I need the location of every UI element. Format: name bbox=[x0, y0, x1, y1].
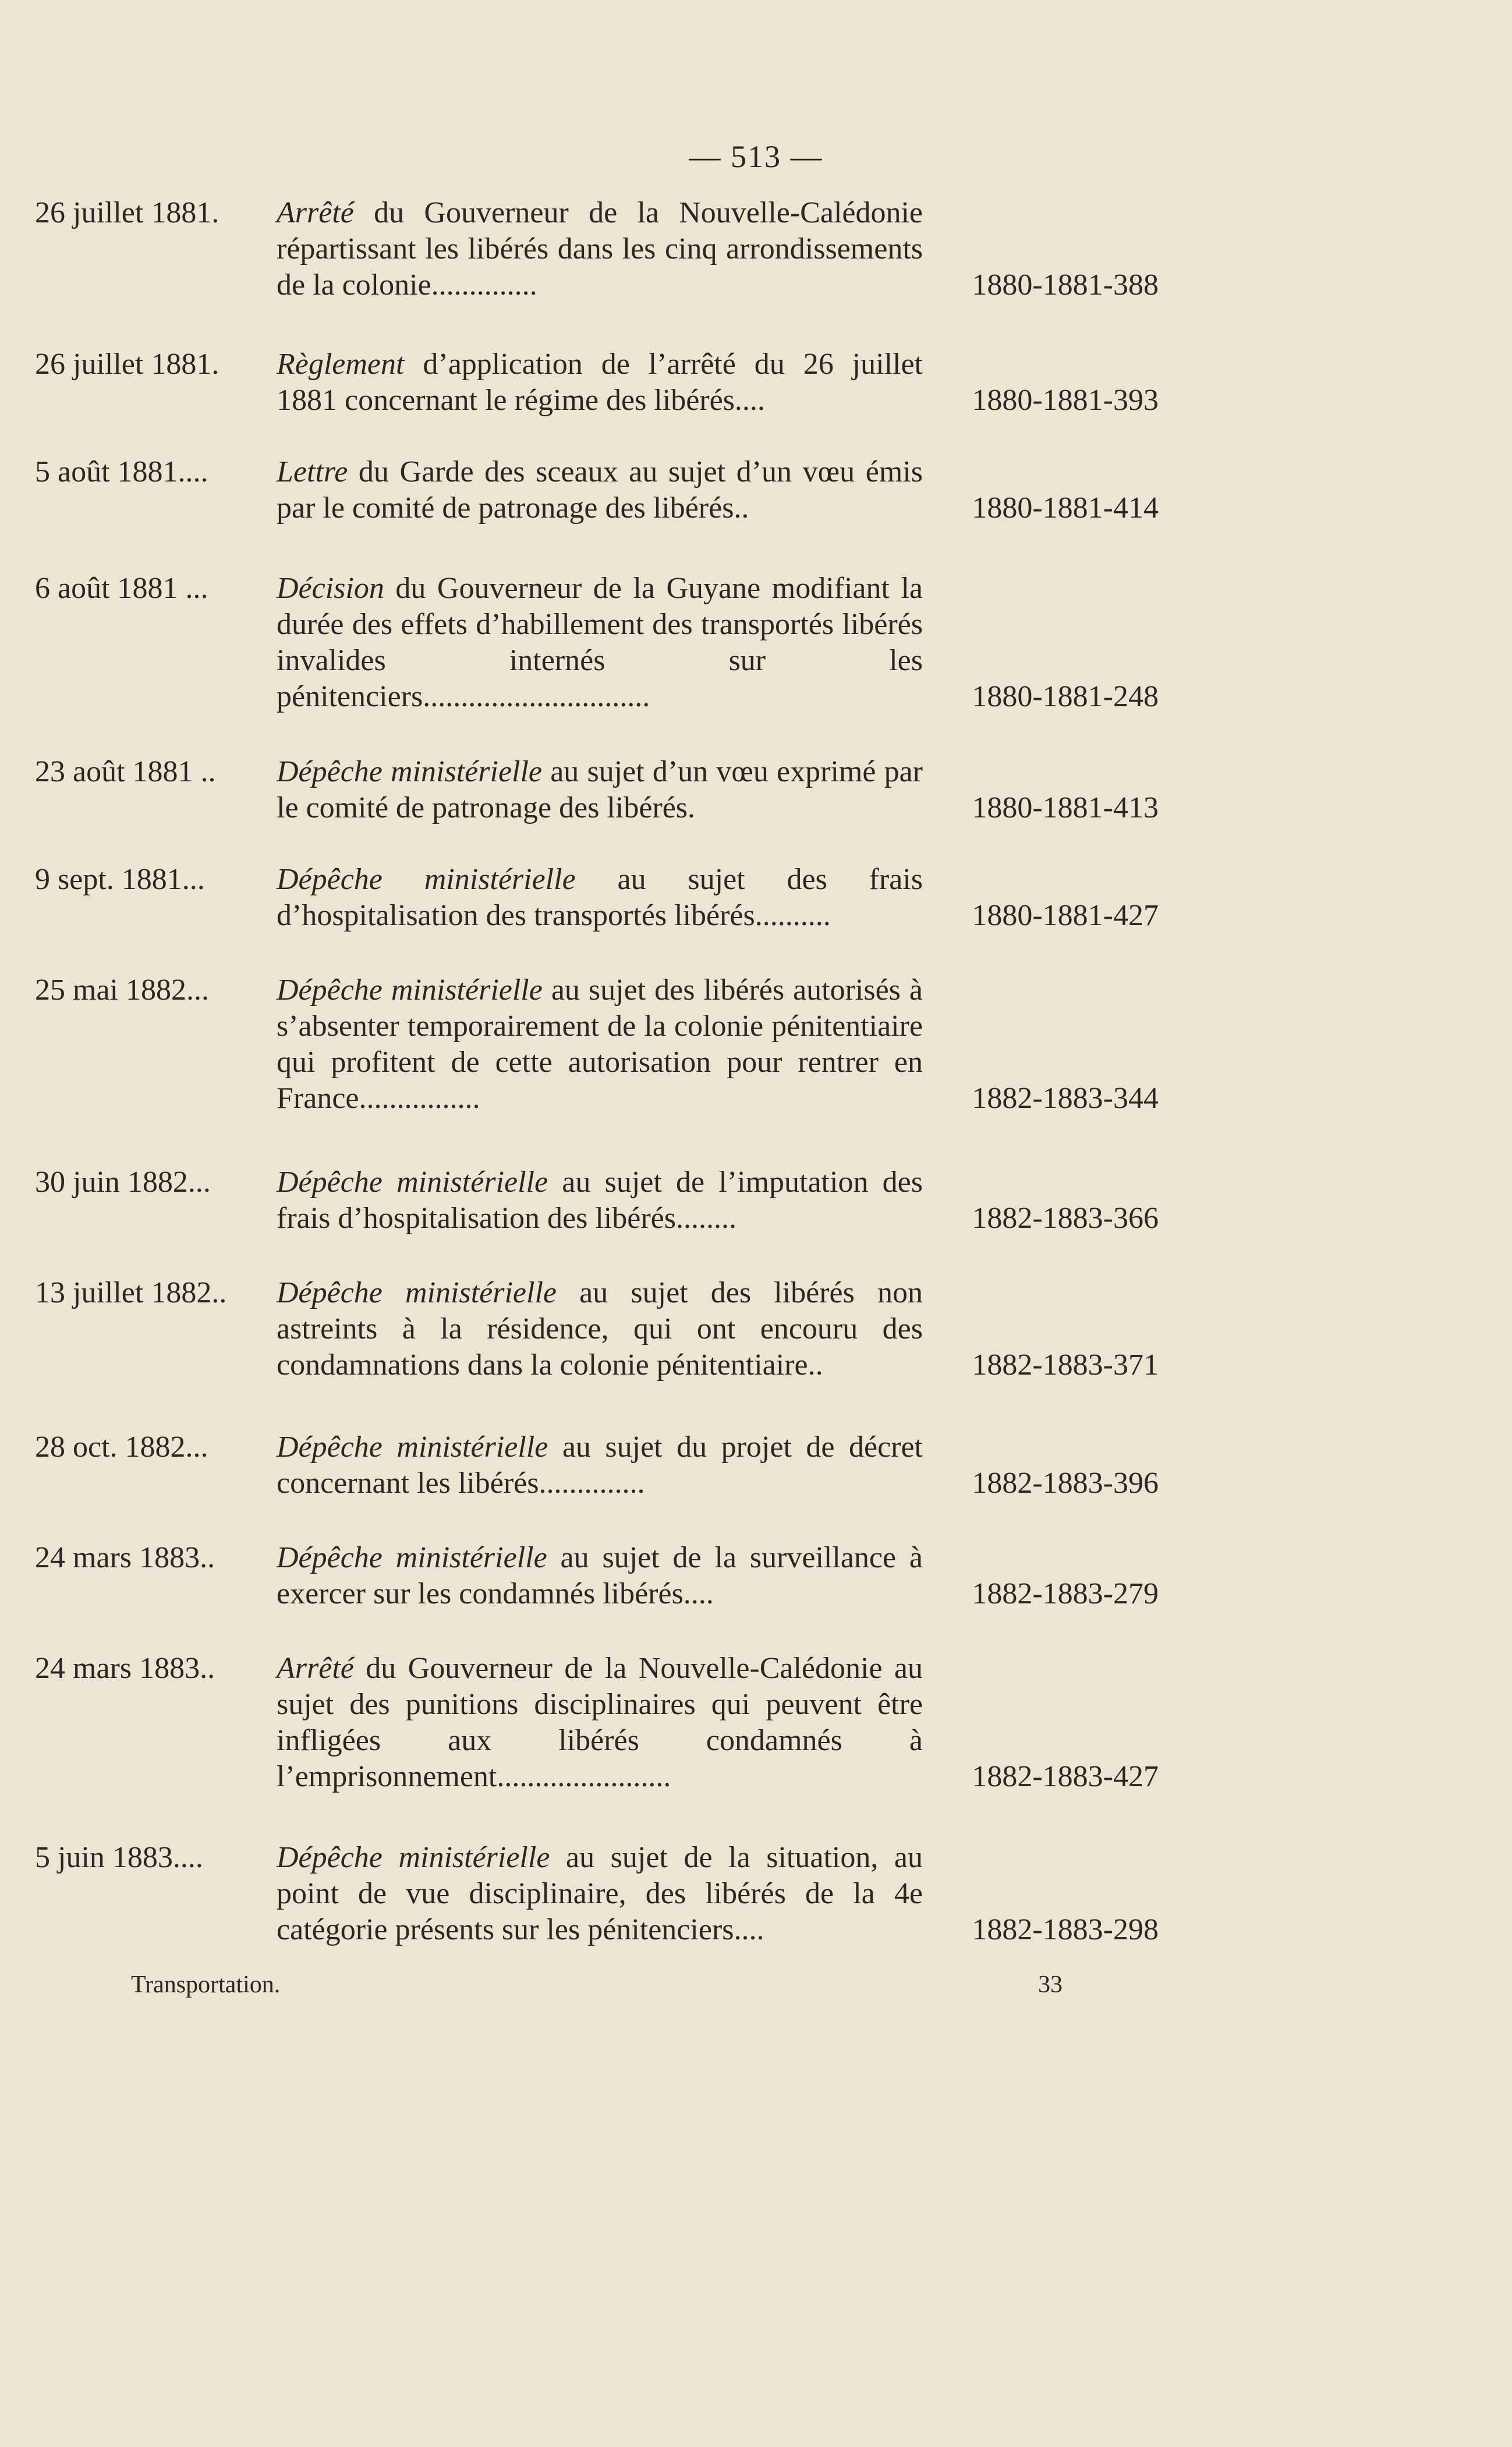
entry-date: 26 juillet 1881. bbox=[35, 196, 219, 229]
entry-date: 26 juillet 1881. bbox=[35, 348, 219, 381]
entry-text bbox=[277, 1540, 923, 1612]
entry-date: 9 sept. 1881... bbox=[35, 863, 205, 896]
entry-date: 6 août 1881 ... bbox=[35, 572, 208, 605]
entry-kind: Dépêche ministérielle bbox=[277, 1430, 548, 1464]
footer-title: Transportation. bbox=[131, 1971, 281, 1998]
entry-kind: Dépêche ministérielle bbox=[277, 1841, 550, 1874]
entry-description: au sujet des libérés non astreints à la résidence, qui ont encouru des condamnations dans la colonie pénitentiaire.. bbox=[277, 1276, 923, 1382]
entry-text bbox=[277, 862, 923, 934]
entry-kind: Lettre bbox=[277, 455, 348, 488]
entry-description: au sujet de la situation, au point de vue disciplinaire, des libérés de la 4e catégorie présents sur les pénitenciers.... bbox=[277, 1841, 923, 1946]
entry-description: d’application de l’arrêté du 26 juillet 1881 concernant le régime des libérés.... bbox=[277, 348, 923, 417]
entry-kind: Dépêche ministérielle bbox=[277, 1166, 548, 1199]
entry-kind: Décision bbox=[277, 572, 384, 605]
signature-mark: 33 bbox=[1038, 1971, 1063, 1998]
entry-text bbox=[277, 1275, 923, 1383]
entry-description: du Garde des sceaux au sujet d’un vœu émis par le comité de patronage des libérés.. bbox=[277, 455, 923, 525]
entry-description: au sujet de la surveillance à exercer sur les condamnés libérés.... bbox=[277, 1541, 923, 1610]
entry-date: 24 mars 1883.. bbox=[35, 1541, 215, 1574]
entry-description: au sujet de l’imputation des frais d’hospitalisation des libérés........ bbox=[277, 1166, 923, 1235]
entry-reference: 1880-1881-414 bbox=[972, 491, 1159, 525]
entry-text bbox=[277, 1651, 923, 1795]
entry-kind: Dépêche ministérielle bbox=[277, 973, 543, 1007]
entry-date: 24 mars 1883.. bbox=[35, 1652, 215, 1685]
entry-description: du Gouverneur de la Nouvelle-Calédonie au sujet des punitions disciplinaires qui peuvent être infligées aux libérés condamnés à l’emprisonnement....................... bbox=[277, 1652, 923, 1793]
entry-reference: 1880-1881-248 bbox=[972, 680, 1159, 713]
entry-kind: Dépêche ministérielle bbox=[277, 1541, 547, 1574]
entry-date: 5 août 1881.... bbox=[35, 455, 208, 488]
entry-reference: 1882-1883-366 bbox=[972, 1202, 1159, 1235]
entry-reference: 1882-1883-371 bbox=[972, 1348, 1159, 1382]
entry-text bbox=[277, 571, 923, 715]
entry-text bbox=[277, 195, 923, 303]
entry-reference: 1880-1881-388 bbox=[972, 268, 1159, 302]
page-footer bbox=[131, 1971, 1063, 1999]
entry-kind: Dépêche ministérielle bbox=[277, 755, 542, 788]
entry-reference: 1882-1883-427 bbox=[972, 1760, 1159, 1793]
entry-date: 23 août 1881 .. bbox=[35, 755, 216, 788]
entry-date: 30 juin 1882... bbox=[35, 1166, 211, 1199]
entry-kind: Dépêche ministérielle bbox=[277, 863, 576, 896]
entry-kind: Dépêche ministérielle bbox=[277, 1276, 557, 1309]
entry-description: au sujet des libérés autorisés à s’absenter temporairement de la colonie pénitentiaire qui profitent de cette autorisation pour rentrer en France................ bbox=[277, 973, 923, 1115]
entry-description: du Gouverneur de la Nouvelle-Calédonie répartissant les libérés dans les cinq arrondissements de la colonie.............. bbox=[277, 196, 923, 302]
entry-text bbox=[277, 754, 923, 826]
entry-text bbox=[277, 972, 923, 1117]
entry-kind: Arrêté bbox=[277, 1652, 354, 1685]
entry-description: au sujet du projet de décret concernant les libérés.............. bbox=[277, 1430, 923, 1500]
entry-text bbox=[277, 454, 923, 526]
entry-reference: 1880-1881-413 bbox=[972, 791, 1159, 824]
entry-text bbox=[277, 1164, 923, 1237]
entry-description: au sujet d’un vœu exprimé par le comité de patronage des libérés. bbox=[277, 755, 923, 824]
entry-date: 25 mai 1882... bbox=[35, 973, 209, 1007]
entry-kind: Règlement bbox=[277, 348, 405, 381]
entry-reference: 1882-1883-298 bbox=[972, 1913, 1159, 1946]
entry-text bbox=[277, 346, 923, 419]
entry-text bbox=[277, 1429, 923, 1502]
entry-date: 5 juin 1883.... bbox=[35, 1841, 203, 1874]
entry-reference: 1882-1883-279 bbox=[972, 1577, 1159, 1610]
entry-text bbox=[277, 1840, 923, 1948]
page-number: — 513 — bbox=[689, 139, 823, 174]
entry-reference: 1880-1881-393 bbox=[972, 384, 1159, 417]
entry-reference: 1882-1883-396 bbox=[972, 1467, 1159, 1500]
entry-date: 28 oct. 1882... bbox=[35, 1430, 208, 1464]
entry-description: au sujet des frais d’hospitalisation des transportés libérés.......... bbox=[277, 863, 923, 932]
entry-kind: Arrêté bbox=[277, 196, 354, 229]
entry-date: 13 juillet 1882.. bbox=[35, 1276, 227, 1309]
entry-reference: 1880-1881-427 bbox=[972, 899, 1159, 932]
entry-description: du Gouverneur de la Guyane modifiant la durée des effets d’habillement des transportés libérés invalides internés sur les pénitenciers.............................. bbox=[277, 572, 923, 713]
entry-reference: 1882-1883-344 bbox=[972, 1082, 1159, 1115]
